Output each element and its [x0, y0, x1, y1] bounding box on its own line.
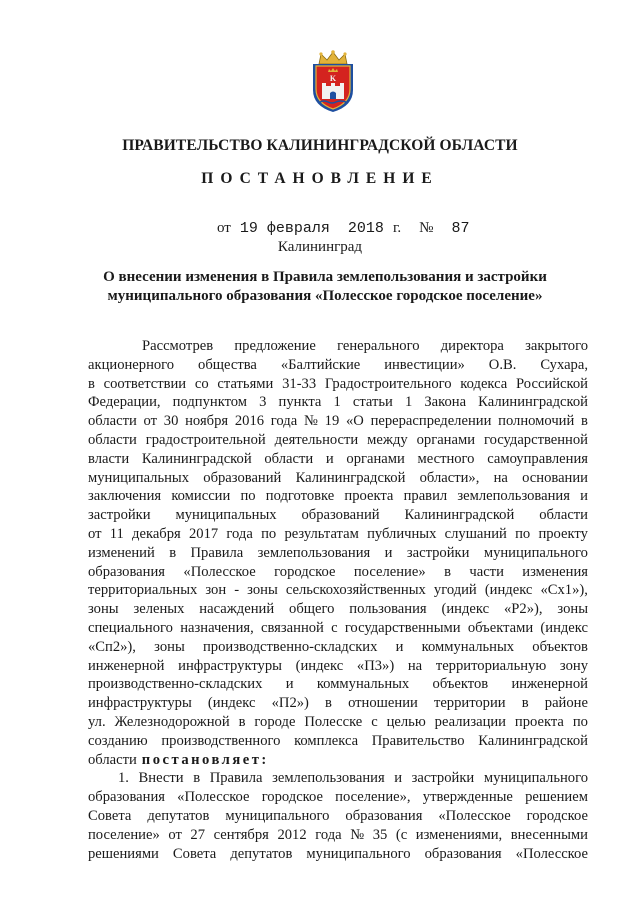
- word: образований: [203, 469, 282, 486]
- word: правил: [403, 488, 448, 505]
- word: №: [350, 826, 365, 843]
- word: в: [521, 695, 529, 712]
- word: связанной: [261, 619, 324, 636]
- word: общества: [198, 356, 257, 373]
- word: (индекс: [540, 619, 588, 636]
- word: в: [88, 375, 95, 392]
- word: по: [240, 488, 256, 505]
- body-line: [88, 845, 588, 864]
- body-line: [88, 619, 588, 638]
- word: муниципального: [483, 544, 588, 561]
- word: землепользования: [257, 544, 371, 561]
- word: «П2»): [271, 695, 309, 712]
- word: статьями: [217, 375, 274, 392]
- number-sign: №: [419, 220, 434, 236]
- word: со: [194, 375, 209, 392]
- word: №: [303, 413, 318, 430]
- word: (индекс: [295, 657, 344, 674]
- word: 2016: [234, 413, 265, 430]
- word: в: [193, 770, 201, 787]
- body-line: [88, 506, 588, 525]
- word: местного: [417, 450, 475, 467]
- subject-line: О внесении изменения в Правила землепользования и застройки: [103, 269, 547, 285]
- body-line: [88, 732, 588, 751]
- word: насаждений: [199, 601, 275, 618]
- body-line: [88, 337, 588, 356]
- word: сентября: [213, 826, 269, 843]
- word: 19: [324, 413, 340, 430]
- word: 31-33: [282, 375, 317, 392]
- word: Калининградской: [404, 507, 515, 524]
- word: проекту: [538, 525, 588, 542]
- word: территории: [433, 695, 506, 712]
- word: Правительство: [371, 732, 465, 749]
- word: и: [395, 638, 404, 655]
- word: застройки: [88, 507, 151, 524]
- word: проекта: [514, 713, 564, 730]
- subject-line: муниципального образования «Полесское городское поселение»: [107, 288, 543, 304]
- word: коммунальных: [316, 676, 410, 693]
- coat-of-arms-emblem: [307, 50, 359, 114]
- word: О.В.: [488, 356, 517, 373]
- word: пункта: [278, 394, 322, 411]
- document-type: ПОСТАНОВЛЕНИЕ: [201, 170, 439, 187]
- word: Калининградской: [295, 469, 406, 486]
- word: комплекса: [294, 732, 359, 749]
- body-line: [88, 431, 588, 450]
- word: -: [234, 582, 240, 599]
- word: (с: [395, 826, 408, 843]
- document-body: [88, 337, 588, 863]
- word: «Полесское: [438, 807, 511, 824]
- word: землепользования: [457, 488, 570, 505]
- word: специального: [88, 619, 173, 636]
- word: объектами: [467, 619, 534, 636]
- word: изменений: [88, 544, 155, 561]
- word: (индекс: [207, 695, 256, 712]
- word: землепользования: [272, 770, 385, 787]
- word: инженерной: [511, 676, 588, 693]
- word: директора: [440, 338, 504, 354]
- word: образования: [88, 789, 165, 806]
- word: результатам: [284, 525, 359, 542]
- body-line: [88, 675, 588, 694]
- word: угодий: [433, 582, 477, 599]
- body-line: [88, 788, 588, 807]
- word: реализации: [434, 713, 506, 730]
- organization-title: ПРАВИТЕЛЬСТВО КАЛИНИНГРАДСКОЙ ОБЛАСТИ: [122, 137, 518, 154]
- word: муниципальных: [175, 507, 277, 524]
- word: Градостроительного: [324, 375, 452, 392]
- body-line: [88, 713, 588, 732]
- date-prefix: от: [217, 220, 231, 236]
- word: решением: [525, 789, 588, 806]
- word: (индекс: [441, 601, 490, 618]
- word: Закона: [424, 394, 467, 411]
- word: образования: [88, 563, 165, 580]
- word: «Балтийские: [280, 356, 361, 373]
- word: от: [88, 525, 102, 542]
- word: слушаний: [444, 525, 507, 542]
- word: зоны: [247, 582, 278, 599]
- word: муниципальных: [88, 469, 190, 486]
- word: постановляет:: [141, 751, 269, 768]
- word: области»,: [419, 469, 480, 486]
- word: производственного: [161, 732, 281, 749]
- word: 2012: [277, 826, 307, 843]
- word: территориальных: [88, 582, 198, 599]
- word: в: [325, 695, 332, 712]
- city-name: Калининград: [277, 239, 363, 255]
- word: коммунальных: [421, 638, 515, 655]
- word: и: [384, 544, 393, 561]
- word: акционерного: [88, 356, 175, 373]
- word: 30: [163, 413, 179, 430]
- body-line: [88, 469, 588, 488]
- word: органами: [346, 450, 405, 467]
- word: поселение»: [353, 563, 426, 580]
- word: Калининградской: [478, 732, 588, 749]
- word: года: [315, 826, 342, 843]
- year-suffix: г.: [392, 220, 402, 236]
- word: депутатов: [147, 807, 210, 824]
- word: изменения: [522, 563, 588, 580]
- body-line: [88, 563, 588, 582]
- word: территориальную: [435, 657, 547, 674]
- word: по: [261, 525, 277, 542]
- word: между: [367, 431, 408, 448]
- word: комиссии: [171, 488, 231, 505]
- word: Железнодорожной: [114, 713, 230, 730]
- body-line: [88, 450, 588, 469]
- word: подготовке: [265, 488, 335, 505]
- word: «Р2»),: [504, 601, 543, 618]
- word: образования: [424, 845, 502, 862]
- word: 11: [109, 525, 124, 542]
- word: закрытого: [525, 338, 588, 354]
- word: 35: [372, 826, 388, 843]
- word: полномочий: [498, 413, 575, 430]
- subject-title: [80, 268, 570, 306]
- word: Российской: [516, 375, 588, 392]
- word: инвестиции»: [384, 356, 465, 373]
- word: муниципального: [306, 845, 411, 862]
- word: области: [264, 450, 314, 467]
- word: ноября: [185, 413, 229, 430]
- word: соответствии: [103, 375, 187, 392]
- word: городское: [261, 789, 323, 806]
- word: в: [581, 413, 588, 430]
- body-line: [88, 751, 588, 770]
- word: зеленых: [133, 601, 185, 618]
- word: созданию: [88, 732, 148, 749]
- word: предложение: [234, 338, 316, 354]
- word: подпунктом: [172, 394, 248, 411]
- word: года: [270, 413, 298, 430]
- word: перераспределении: [370, 413, 492, 430]
- word: области: [88, 431, 137, 448]
- word: целью: [386, 713, 426, 730]
- word: (индекс: [484, 582, 533, 599]
- word: области: [88, 413, 137, 430]
- word: кодекса: [460, 375, 508, 392]
- word: зону: [559, 657, 588, 674]
- word: «Полесское: [515, 845, 588, 862]
- body-line: [88, 581, 588, 600]
- word: Сухара,: [540, 356, 588, 373]
- word: сельскохозяйственных: [285, 582, 426, 599]
- word: депутатов: [230, 845, 293, 862]
- word: заключения: [88, 488, 162, 505]
- word: зоны: [88, 601, 119, 618]
- word: городское: [274, 563, 336, 580]
- word: «Полесское: [183, 563, 256, 580]
- body-line: [88, 356, 588, 375]
- word: генерального: [337, 338, 420, 354]
- word: Внести: [138, 770, 184, 787]
- word: градостроительной: [145, 431, 266, 448]
- word: городе: [254, 713, 296, 730]
- word: Совета: [172, 845, 217, 862]
- word: районе: [544, 695, 588, 712]
- word: в: [169, 544, 177, 561]
- word: деятельности: [274, 431, 359, 448]
- word: объектов: [532, 638, 588, 655]
- word: в: [444, 563, 451, 580]
- word: ул.: [88, 713, 106, 730]
- word: области: [88, 751, 137, 768]
- body-line: [88, 826, 588, 845]
- word: основании: [522, 469, 588, 486]
- word: производственно-складских: [88, 676, 263, 693]
- word: органами: [416, 431, 476, 448]
- word: образования: [345, 807, 423, 824]
- word: и: [394, 770, 403, 787]
- body-line: [88, 525, 588, 544]
- year-value: 2018: [347, 220, 384, 237]
- word: в: [238, 713, 246, 730]
- word: производственно-складских: [202, 638, 378, 655]
- word: самоуправления: [487, 450, 588, 467]
- word: муниципального: [483, 770, 588, 787]
- word: инфраструктуры: [88, 695, 192, 712]
- body-line: [88, 487, 588, 506]
- date-value: 19 февраля: [239, 220, 330, 237]
- svg-text:K: K: [329, 74, 337, 83]
- word: Правила: [209, 770, 263, 787]
- body-line: [88, 657, 588, 676]
- document-number: 87: [451, 220, 470, 237]
- word: от: [143, 413, 158, 430]
- word: «Сп2»),: [88, 638, 136, 655]
- word: образований: [301, 507, 380, 524]
- word: статьи: [352, 394, 393, 411]
- word: Рассмотрев: [142, 338, 214, 354]
- word: зоны: [154, 638, 185, 655]
- word: поселение»: [88, 826, 160, 843]
- body-line: [88, 638, 588, 657]
- word: зоны: [557, 601, 588, 618]
- word: назначения,: [180, 619, 254, 636]
- word: по: [515, 525, 531, 542]
- word: застройки: [406, 544, 470, 561]
- word: на: [493, 469, 508, 486]
- word: изменениями,: [415, 826, 503, 843]
- word: отношении: [348, 695, 418, 712]
- word: Калининградской: [478, 394, 588, 411]
- word: 1: [333, 394, 341, 411]
- word: 1.: [118, 770, 129, 787]
- word: власти: [88, 450, 130, 467]
- body-line: [88, 544, 588, 563]
- word: зон: [205, 582, 227, 599]
- word: на: [407, 657, 423, 674]
- body-line: [88, 769, 588, 788]
- date-line: [217, 220, 470, 237]
- word: поселение»,: [335, 789, 411, 806]
- word: 2017: [188, 525, 219, 542]
- word: с: [371, 713, 378, 730]
- word: Правила: [190, 544, 244, 561]
- word: Калининградской: [141, 450, 252, 467]
- body-line: [88, 412, 588, 431]
- word: решениями: [88, 845, 159, 862]
- body-line: [88, 393, 588, 412]
- word: Полесске: [304, 713, 363, 730]
- word: «П3»): [356, 657, 395, 674]
- word: от: [168, 826, 182, 843]
- word: и: [285, 676, 294, 693]
- body-line: [88, 600, 588, 619]
- body-line: [88, 807, 588, 826]
- word: проекта: [344, 488, 394, 505]
- word: инфраструктуры: [178, 657, 282, 674]
- word: застройки: [411, 770, 475, 787]
- word: и: [580, 488, 588, 505]
- word: 3: [259, 394, 267, 411]
- word: городское: [526, 807, 588, 824]
- word: утвержденные: [422, 789, 513, 806]
- word: пользования: [349, 601, 427, 618]
- word: части: [469, 563, 504, 580]
- word: государственными: [344, 619, 461, 636]
- word: Федерации,: [88, 394, 161, 411]
- word: публичных: [367, 525, 437, 542]
- body-line: [88, 375, 588, 394]
- word: общего: [289, 601, 335, 618]
- word: «О: [345, 413, 364, 430]
- word: муниципального: [225, 807, 330, 824]
- word: декабря: [132, 525, 181, 542]
- word: внесенными: [510, 826, 588, 843]
- word: инженерной: [88, 657, 165, 674]
- word: «Полесское: [177, 789, 250, 806]
- word: по: [572, 713, 588, 730]
- word: и: [325, 450, 334, 467]
- word: области: [539, 507, 588, 524]
- word: Совета: [88, 807, 132, 824]
- word: 27: [190, 826, 205, 843]
- body-line: [88, 694, 588, 713]
- word: государственной: [483, 431, 588, 448]
- word: объектов: [432, 676, 489, 693]
- word: с: [331, 619, 338, 636]
- word: «Сх1»),: [540, 582, 588, 599]
- word: 1: [404, 394, 413, 411]
- word: года: [226, 525, 253, 542]
